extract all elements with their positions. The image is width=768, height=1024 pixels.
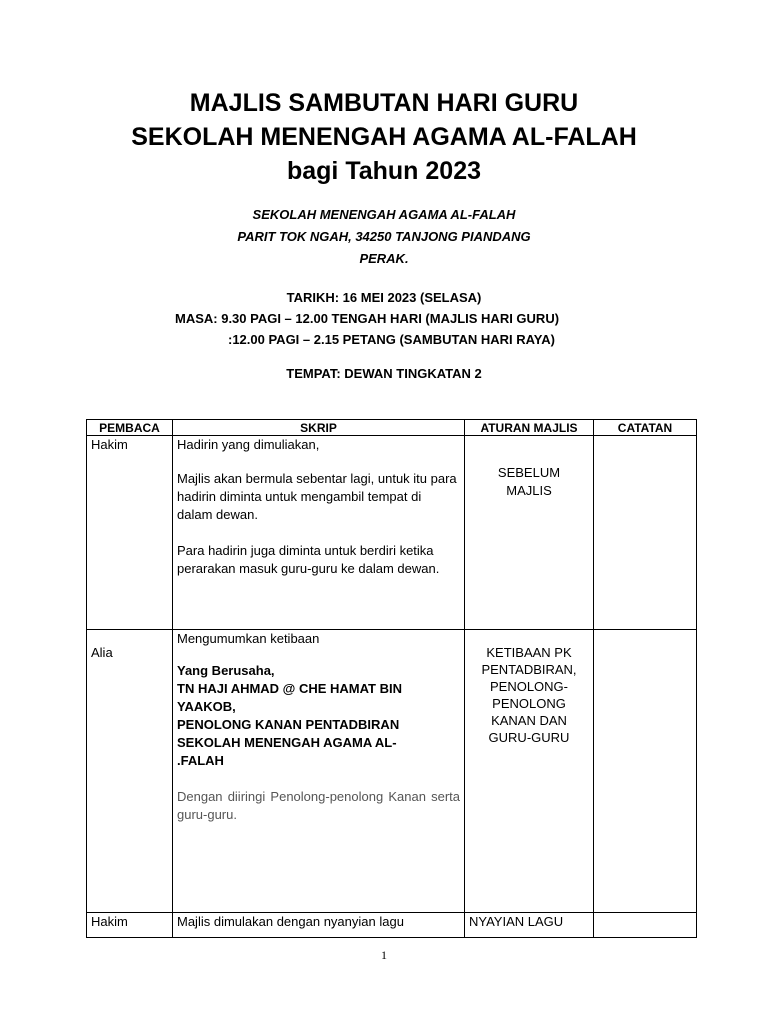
row2-pembaca-text: Alia: [91, 645, 113, 660]
header-pembaca: PEMBACA: [87, 420, 173, 436]
header-catatan: CATATAN: [594, 420, 697, 436]
row1-skrip-p3: Para hadirin juga diminta untuk berdiri ketika perarakan masuk guru-guru ke dalam dewan.: [177, 543, 440, 576]
row2-aturan-line-6: GURU-GURU: [488, 730, 570, 745]
row2-skrip-b2: TN HAJI AHMAD @ CHE HAMAT BIN YAAKOB,: [177, 681, 402, 714]
row2-aturan-line-1: KETIBAAN PK: [486, 645, 572, 660]
row2-aturan: [465, 630, 594, 913]
page-number: 1: [381, 948, 387, 962]
school-address: [0, 204, 768, 270]
row2-skrip-b4: .FALAH: [177, 753, 224, 768]
table-row: [87, 630, 697, 913]
event-time-1: MASA: 9.30 PAGI – 12.00 TENGAH HARI (MAJLIS HARI GURU): [175, 311, 560, 326]
row1-catatan: [594, 436, 697, 630]
row2-skrip: [173, 630, 465, 913]
row2-skrip-p2: Dengan diiringi Penolong-penolong Kanan serta guru-guru.: [177, 789, 460, 822]
row3-pembaca: Hakim: [87, 913, 173, 938]
row1-skrip-p1: Hadirin yang dimuliakan,: [177, 437, 320, 452]
title-line-2: SEKOLAH MENENGAH AGAMA AL-FALAH: [131, 123, 637, 151]
table-row: [87, 436, 697, 630]
program-table: [86, 419, 697, 938]
row3-aturan: NYAYIAN LAGU: [465, 913, 594, 938]
row1-pembaca: Hakim: [87, 436, 173, 630]
row3-skrip: Majlis dimulakan dengan nyanyian lagu: [173, 913, 465, 938]
event-date: TARIKH: 16 MEI 2023 (SELASA): [286, 290, 482, 305]
table-row: [87, 913, 697, 938]
row2-skrip-b3: PENOLONG KANAN PENTADBIRAN SEKOLAH MENENGAH AGAMA AL-: [177, 717, 400, 750]
row1-aturan-line-2: MAJLIS: [506, 483, 552, 498]
row2-aturan-line-4: PENOLONG: [492, 696, 566, 711]
event-venue: TEMPAT: DEWAN TINGKATAN 2: [286, 366, 482, 381]
event-time-2: :12.00 PAGI – 2.15 PETANG (SAMBUTAN HARI RAYA): [228, 332, 555, 347]
event-info: [0, 287, 768, 350]
header-skrip: SKRIP: [173, 420, 465, 436]
row1-skrip: [173, 436, 465, 630]
row2-pembaca: [87, 630, 173, 913]
header-aturan: ATURAN MAJLIS: [465, 420, 594, 436]
row2-skrip-b1: Yang Berusaha,: [177, 663, 275, 678]
row1-aturan: [465, 436, 594, 630]
row2-aturan-line-3: PENOLONG-: [489, 679, 568, 694]
row3-catatan: [594, 913, 697, 938]
row2-skrip-p1: Mengumumkan ketibaan: [177, 631, 320, 646]
address-line-1: SEKOLAH MENENGAH AGAMA AL-FALAH: [252, 207, 516, 222]
title-line-1: MAJLIS SAMBUTAN HARI GURU: [189, 89, 579, 117]
address-line-3: PERAK.: [359, 251, 409, 266]
row2-aturan-line-5: KANAN DAN: [491, 713, 567, 728]
table-header-row: [87, 420, 697, 436]
title-line-3: bagi Tahun 2023: [286, 157, 482, 185]
row2-aturan-line-2: PENTADBIRAN,: [481, 662, 577, 677]
document-title: [0, 86, 768, 188]
row2-catatan: [594, 630, 697, 913]
row1-aturan-line-1: SEBELUM: [497, 465, 561, 480]
address-line-2: PARIT TOK NGAH, 34250 TANJONG PIANDANG: [237, 229, 531, 244]
row1-skrip-p2: Majlis akan bermula sebentar lagi, untuk itu para hadirin diminta untuk mengambil tempat di dalam dewan.: [177, 471, 457, 522]
